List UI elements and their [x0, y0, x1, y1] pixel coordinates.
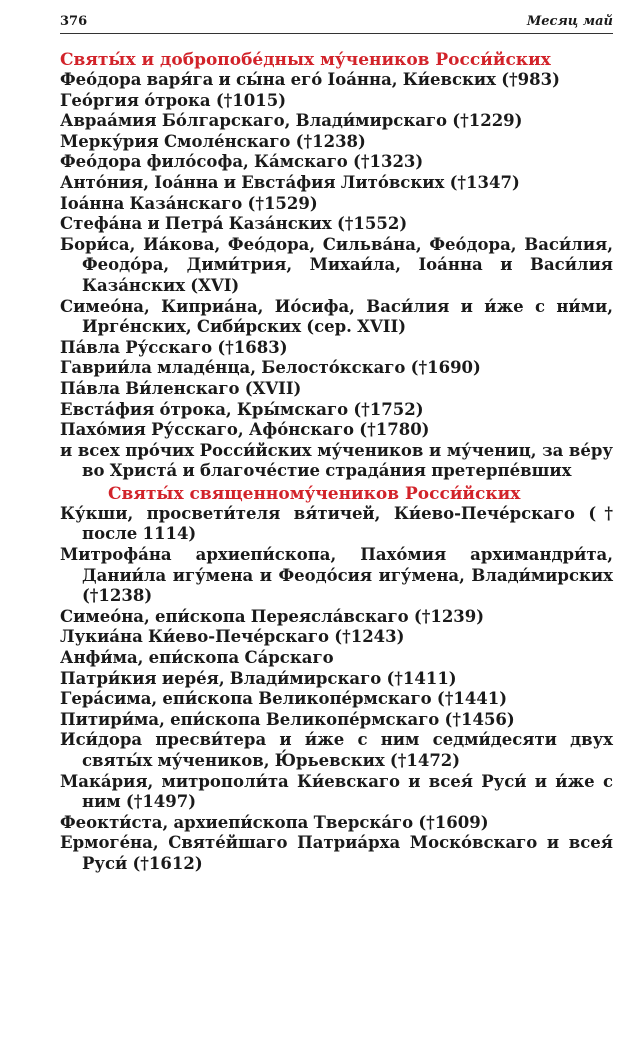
list-item: Гера́сима, епи́скопа Великопе́рмскаго (†1441): [60, 689, 508, 709]
list-item: Симео́на, Киприа́на, Ио́сифа, Васи́лия и и́же с ни́ми, Ирге́нских, Сиби́рских (сер. XVII): [60, 296, 613, 337]
list-item: Анто́ния, Ioа́нна и Евста́фия Лито́вских (†1347): [60, 172, 520, 192]
list-item: Иси́дора пресви́тера и и́же с ним седми́десяти двух святы́х му́чеников, Ю́рьевских (†1472): [60, 730, 613, 770]
list-item: Гаврии́ла младе́нца, Белосто́кскаго (†1690): [60, 358, 481, 378]
running-title: Месяц май: [526, 14, 613, 29]
section-title-hieromartyrs: Святы́х священному́чеников Росси́йских: [108, 483, 521, 504]
list-item: Пахо́мия Ру́сскаго, Афо́нскаго (†1780): [60, 420, 430, 440]
list-item: и всех про́чих Росси́йских му́чеников и му́чениц, за ве́ру во Христа́ и благоче́стие страда́ния претерпе́вших: [60, 440, 613, 481]
list-item: Па́вла Ру́сскаго (†1683): [60, 337, 288, 357]
list-item: Стефа́на и Петра́ Каза́нских (†1552): [60, 214, 408, 234]
list-item: Па́вла Ви́ленскаго (XVII): [60, 378, 302, 398]
list-item: Лукиа́на Ки́ево-Пече́рскаго (†1243): [60, 627, 405, 647]
list-item: Ермоге́на, Святе́йшаго Патриа́рха Моско́вскаго и всея́ Руси́ (†1612): [60, 833, 613, 873]
list-item: Бори́са, Иа́кова, Фео́дора, Сильва́на, Фео́дора, Васи́лия, Феодо́ра, Дими́трия, Михаи́ла, Ioа́нна и Васи́лия Каза́нских (XVI): [60, 234, 613, 295]
list-item: Феокти́ста, архиепи́скопа Тверска́го (†1609): [60, 812, 489, 832]
list-item: Мерку́рия Смоле́нскаго (†1238): [60, 131, 366, 151]
list-item: Гео́ргия о́трока (†1015): [60, 90, 287, 110]
list-item: Ioа́нна Каза́нскаго (†1529): [60, 193, 318, 213]
list-item: Ку́кши, просвети́теля вя́тичей, Ки́ево-Пече́рскаго († после 1114): [60, 503, 613, 544]
list-item: Мака́рия, митрополи́та Ки́евскаго и всея́ Руси́ и и́же с ним (†1497): [60, 771, 613, 812]
hieromartyrs-list: [60, 504, 613, 875]
martyrs-list: [60, 70, 613, 482]
list-item: Евста́фия о́трока, Кры́мскаго (†1752): [60, 399, 424, 419]
page-header: [60, 14, 613, 34]
list-item: Питири́ма, епи́скопа Великопе́рмскаго (†1456): [60, 709, 515, 729]
list-item: Анфи́ма, епи́скопа Са́рскаго: [60, 648, 334, 668]
list-item: Авраа́мия Бо́лгарскаго, Влади́мирскаго (†1229): [60, 111, 523, 131]
list-item: Фео́дора фило́софа, Ка́мскаго (†1323): [60, 152, 424, 172]
section-title-martyrs: Святы́х и добропобе́дных му́чеников Росси́йских: [60, 50, 551, 70]
list-item: Фео́дора варя́га и сы́на его́ Ioа́нна, Ки́евских (†983): [60, 70, 560, 89]
list-item: Симео́на, епи́скопа Переясла́вскаго (†1239): [60, 606, 485, 626]
list-item: Митрофа́на архиепи́скопа, Пахо́мия архимандри́та, Дании́ла игу́мена и Феодо́сия игу́мена, Влади́мирских (†1238): [60, 545, 613, 606]
list-item: Патри́кия иере́я, Влади́мирскаго (†1411): [60, 668, 457, 688]
page-number: 376: [60, 14, 88, 29]
